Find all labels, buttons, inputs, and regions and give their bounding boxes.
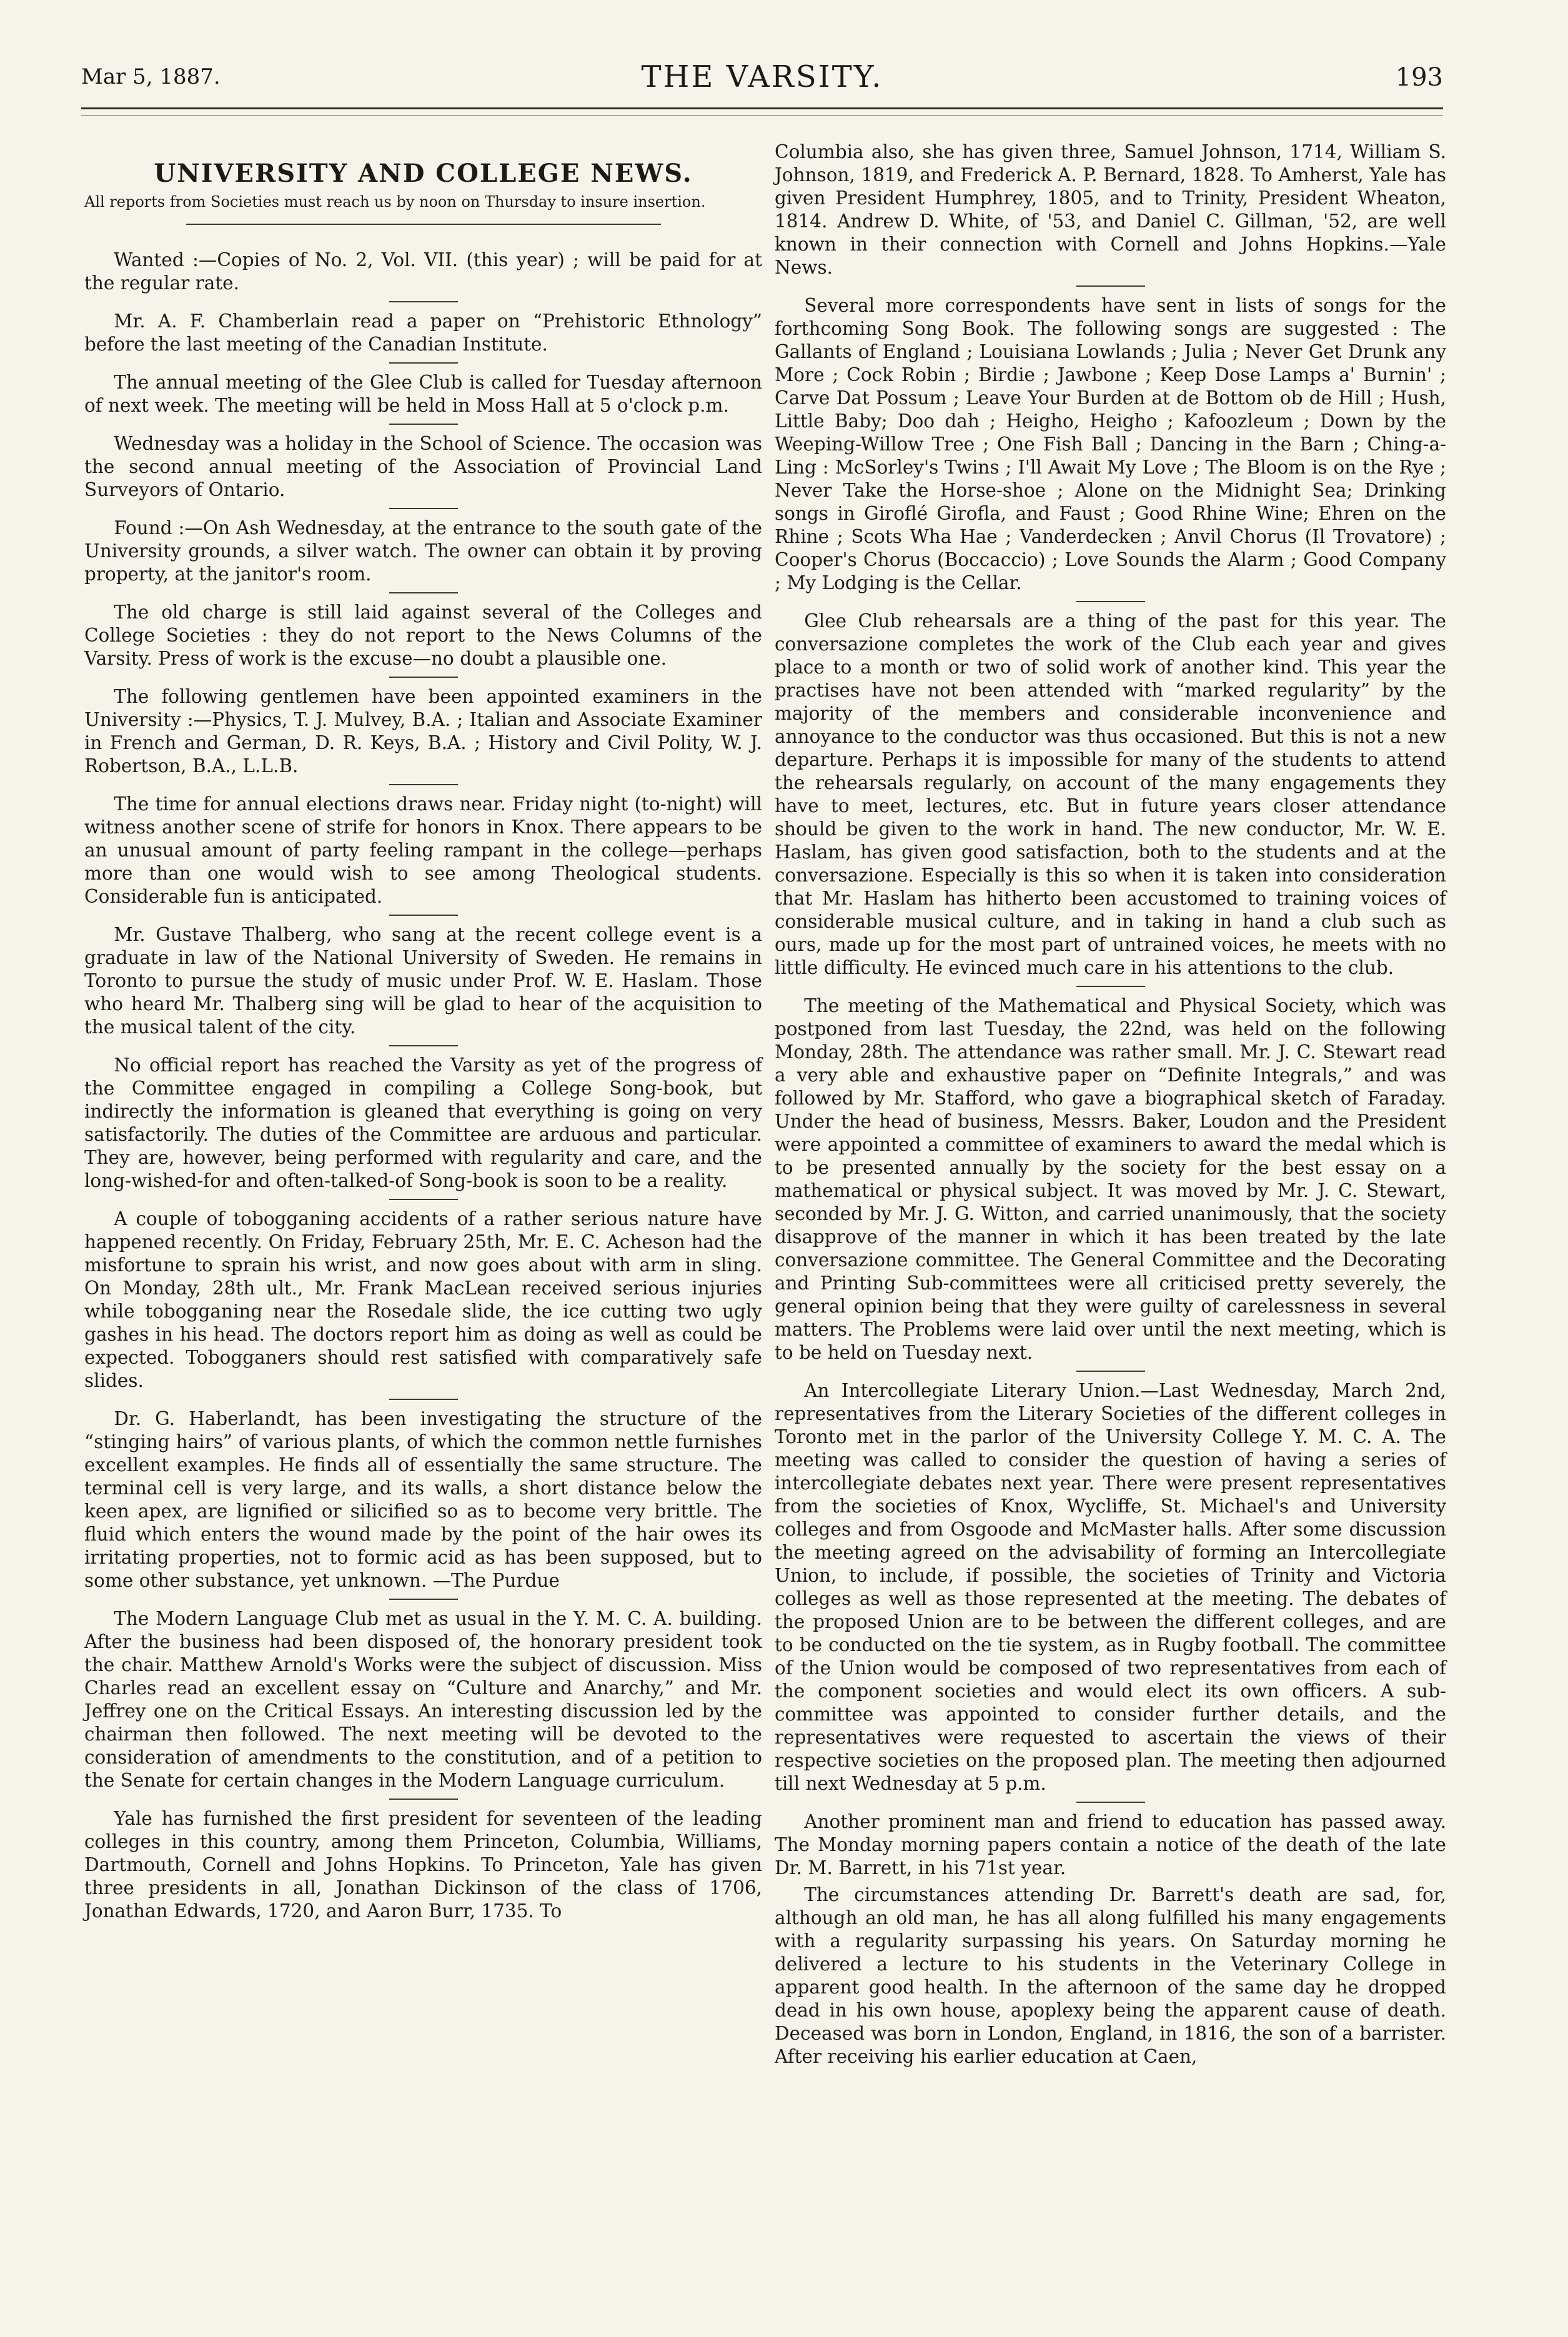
- item-separator: [1076, 1802, 1145, 1803]
- news-item-math-physics-society: The meeting of the Mathematical and Physical Society, which was postponed from last Tuesday, the 22nd, was held on the following Monday, 28th. The attendance was rather small. Mr. J. C. Stewart read a very able and exhaustive paper on “Definite Integrals,” and was followed by Mr. Stafford, who gave a biographical sketch of Faraday. Under the head of business, Messrs. Baker, Loudon and the President were appointed a committee of examiners to award the medal which is to be presented annually by the society for the best essay on a mathematical or physical subject. It was moved by Mr. J. C. Stewart, seconded by Mr. J. G. Witton, and carried unanimously, that the society disapprove of the manner in which it has been treated by the late conversazione committee. The General Committee and the Decorating and Printing Sub-committees were all criticised pretty severely, the general opinion being that they were guilty of carelessness in several matters. The Problems were laid over until the next meeting, which is to be held on Tuesday next.: [775, 995, 1446, 1363]
- item-separator: [389, 592, 458, 593]
- news-item-glee-meeting: The annual meeting of the Glee Club is called for Tuesday afternoon of next week. The meeting will be held in Moss Hall at 5 o'clock p.m.: [84, 372, 762, 416]
- news-item-old-charge: The old charge is still laid against several of the Colleges and College Societies : they do not report to the News Columns of the Varsity. Press of work is the excuse—no doubt a plausible one.: [84, 602, 762, 669]
- item-separator: [389, 784, 458, 785]
- news-item-song-book: No official report has reached the Varsity as yet of the progress of the Committee engaged in compiling a College Song-book, but indirectly the information is gleaned that everything is going on very satisfactorily. The duties of the Committee are arduous and particular. They are, however, being performed with regularity and care, and the long-wished-for and often-talked-of Song-book is soon to be a reality.: [84, 1054, 762, 1191]
- item-separator: [389, 1399, 458, 1400]
- item-separator: [1076, 1371, 1145, 1372]
- news-item-barrett-circumstances: The circumstances attending Dr. Barrett's death are sad, for, although an old man, he has all along fulfilled his many engagements with a regularity surpassing his years. On Saturday morning he delivered a lecture to his students in the Veterinary College in apparent good health. In the afternoon of the same day he dropped dead in his own house, apoplexy being the apparent cause of death. Deceased was born in London, England, in 1816, the son of a barrister. After receiving his earlier education at Caen,: [775, 1884, 1446, 2067]
- item-separator: [389, 677, 458, 678]
- news-item-yale-presidents: Yale has furnished the first president for seventeen of the leading colleges in this country, among them Princeton, Columbia, Williams, Dartmouth, Cornell and Johns Hopkins. To Princeton, Yale has given three presidents in all, Jonathan Dickinson of the class of 1706, Jonathan Edwards, 1720, and Aaron Burr, 1735. To: [84, 1808, 762, 1922]
- submission-notice: All reports from Societies must reach us by noon on Thursday to insure insertion.: [84, 193, 706, 211]
- item-separator: [389, 424, 458, 425]
- right-column: [775, 141, 1446, 2072]
- news-item-tobogganing: A couple of tobogganing accidents of a rather serious nature have happened recently. On Friday, February 25th, Mr. E. C. Acheson had the misfortune to sprain his wrist, and now goes about with arm in sling. On Monday, 28th ult., Mr. Frank MacLean received serious injuries while tobogganing near the Rosedale slide, the ice cutting two ugly gashes in his head. The doctors report him as doing as well as could be expected. Tobogganers should rest satisfied with comparatively safe slides.: [84, 1208, 762, 1391]
- item-separator: [1076, 601, 1145, 602]
- news-item-haberlandt: Dr. G. Haberlandt, has been investigating the structure of the “stinging hairs” of various plants, of which the common nettle furnishes excellent examples. He finds all of essentially the same structure. The terminal cell is very large, and its walls, a short distance below the keen apex, are lignified or silicified so as to become very brittle. The fluid which enters the wound made by the point of the hair owes its irritating properties, not to formic acid as has been supposed, but to some other substance, yet unknown. —The Purdue: [84, 1408, 762, 1591]
- item-separator: [389, 508, 458, 509]
- news-item-school-of-science: Wednesday was a holiday in the School of Science. The occasion was the second annual meeting of the Association of Provincial Land Surveyors of Ontario.: [84, 433, 762, 500]
- section-title: UNIVERSITY AND COLLEGE NEWS.: [154, 159, 693, 188]
- news-item-modern-language-club: The Modern Language Club met as usual in the Y. M. C. A. building. After the business had been disposed of, the honorary president took the chair. Matthew Arnold's Works were the subject of discussion. Miss Charles read an excellent essay on “Culture and Anarchy,” and Mr. Jeffrey one on the Critical Essays. An interesting discussion led by the chairman then followed. The next meeting will be devoted to the consideration of amendments to the constitution, and of a petition to the Senate for certain changes in the Modern Language curriculum.: [84, 1608, 762, 1791]
- news-item-thalberg: Mr. Gustave Thalberg, who sang at the recent college event is a graduate in law of the National University of Sweden. He remains in Toronto to pursue the study of music under Prof. W. E. Haslam. Those who heard Mr. Thalberg sing will be glad to hear of the acquisition to the musical talent of the city.: [84, 924, 762, 1038]
- news-item-barrett-death: Another prominent man and friend to education has passed away. The Monday morning papers contain a notice of the death of the late Dr. M. Barrett, in his 71st year.: [775, 1811, 1446, 1878]
- item-separator: [389, 362, 458, 364]
- news-item-yale-continued: Columbia also, she has given three, Samuel Johnson, 1714, William S. Johnson, 1819, and Frederick A. P. Bernard, 1828. To Amherst, Yale has given President Humphrey, 1805, and to Trinity, President Wheaton, 1814. Andrew D. White, of '53, and Daniel C. Gillman, '52, are well known in their connection with Cornell and Johns Hopkins.—Yale News.: [775, 141, 1446, 278]
- left-column: [84, 134, 762, 1927]
- issue-date: Mar 5, 1887.: [81, 64, 221, 89]
- item-separator: [389, 1599, 458, 1600]
- news-item-wanted: Wanted :—Copies of No. 2, Vol. VII. (this year) ; will be paid for at the regular rate.: [84, 249, 762, 294]
- page-number: 193: [1395, 63, 1443, 92]
- item-separator: [389, 1045, 458, 1046]
- item-separator: [389, 1799, 458, 1800]
- news-item-song-list: Several more correspondents have sent in lists of songs for the forthcoming Song Book. The following songs are suggested : The Gallants of England ; Louisiana Lowlands ; Julia ; Never Get Drunk any More ; Cock Robin ; Birdie ; Jawbone ; Keep Dose Lamps a' Burnin' ; Carve Dat Possum ; Leave Your Burden at de Bottom ob de Hill ; Hush, Little Baby; Doo dah ; Heigho, Heigho ; Kafoozleum ; Down by the Weeping-Willow Tree ; One Fish Ball ; Dancing in the Barn ; Ching-a-Ling : McSorley's Twins ; I'll Await My Love ; The Bloom is on the Rye ; Never Take the Horse-shoe ; Alone on the Midnight Sea; Drinking songs in Giroflé Girofla, and Faust ; Good Rhine Wine; Ehren on the Rhine ; Scots Wha Hae ; Vanderdecken ; Anvil Chorus (Il Trovatore) ; Cooper's Chorus (Boccaccio) ; Love Sounds the Alarm ; Good Company ; My Lodging is the Cellar.: [775, 295, 1446, 593]
- item-separator: [1076, 986, 1145, 987]
- masthead-title: THE VARSITY.: [641, 59, 883, 94]
- item-separator: [389, 301, 458, 302]
- news-item-chamberlain: Mr. A. F. Chamberlain read a paper on “Prehistoric Ethnology” before the last meeting of the Canadian Institute.: [84, 310, 762, 355]
- news-item-knox-elections: The time for annual elections draws near. Friday night (to-night) will witness another scene of strife for honors in Knox. There appears to be an unusual amount of party feeling rampant in the college—perhaps more than one would wish to see among Theological students. Considerable fun is anticipated.: [84, 793, 762, 907]
- news-item-intercollegiate-union: An Intercollegiate Literary Union.—Last Wednesday, March 2nd, representatives from the Literary Societies of the different colleges in Toronto met in the parlor of the University College Y. M. C. A. The meeting was called to consider the question of having a series of intercollegiate debates next year. There were present representatives from the societies of Knox, Wycliffe, St. Michael's and University colleges and from Osgoode and McMaster halls. After some discussion the meeting agreed on the advisability of forming an Intercollegiate Union, to include, if possible, the societies of Trinity and Victoria colleges as well as those represented at the meeting. The debates of the proposed Union are to be between the different colleges, and are to be conducted on the tie system, as in Rugby football. The committee of the Union would be composed of two representatives from each of the component societies and would elect its own officers. A sub-committee was appointed to consider further details, and the representatives were requested to ascertain the views of their respective societies on the proposed plan. The meeting then adjourned till next Wednesday at 5 p.m.: [775, 1380, 1446, 1794]
- page-header: [81, 59, 1443, 103]
- header-rule: [81, 107, 1443, 116]
- news-item-found-watch: Found :—On Ash Wednesday, at the entrance to the south gate of the University grounds, a silver watch. The owner can obtain it by proving property, at the janitor's room.: [84, 517, 762, 585]
- news-item-glee-rehearsals: Glee Club rehearsals are a thing of the past for this year. The conversazione completes the work of the Club each year and gives place to a month or two of solid work of another kind. This year the practises have not been attended with “marked regularity” by the majority of the members and considerable inconvenience and annoyance to the conductor was thus occasioned. But this is not a new departure. Perhaps it is impossible for many of the students to attend the rehearsals regularly, on account of the many engagements they have to meet, lectures, etc. But in future years closer attendance should be given to the work in hand. The new conductor, Mr. W. E. Haslam, has given good satisfaction, both to the students and at the conversazione. Especially is this so when it is taken into consideration that Mr. Haslam has hitherto been accustomed to training voices of considerable musical culture, and in taking in hand a club such as ours, made up for the most part of untrained voices, he meets with no little difficulty. He evinced much care in his attentions to the club.: [775, 610, 1446, 978]
- news-item-examiners: The following gentlemen have been appointed examiners in the University :—Physics, T. J. Mulvey, B.A. ; Italian and Associate Examiner in French and German, D. R. Keys, B.A. ; History and Civil Polity, W. J. Robertson, B.A., L.L.B.: [84, 686, 762, 777]
- item-separator: [389, 1199, 458, 1200]
- section-rule: [186, 224, 661, 225]
- item-separator: [1076, 285, 1145, 287]
- item-separator: [389, 915, 458, 916]
